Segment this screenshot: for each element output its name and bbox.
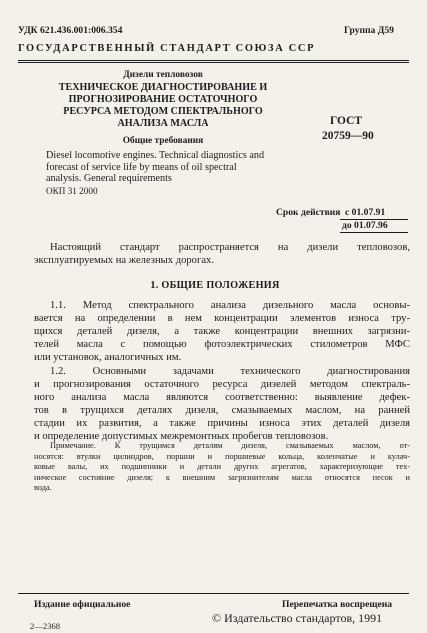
paragraph-line: ного анализа масла являются соответственно: выявление дефек-: [34, 392, 410, 404]
english-title-line: forecast of service life by means of oil spectral: [46, 161, 237, 173]
note-block: [34, 441, 410, 494]
header-rule-2: [18, 62, 409, 63]
paragraph-line: вается на определении в нем концентрации элементов износа тру-: [34, 313, 410, 325]
title-line: АНАЛИЗА МАСЛА: [117, 118, 209, 130]
header-rule: [18, 60, 409, 61]
paragraph-line: телей масла с помощью фотоэлектрических стилометров МФС: [34, 339, 410, 351]
note-line: ковые валы, их подшипники и детали других агрегатов, характеризующие тех-: [34, 462, 410, 472]
note-line: вода.: [34, 483, 52, 493]
paragraph-line: стадии их развития, а также причины износа этих деталей дизеля: [34, 418, 410, 430]
english-title-line: Diesel locomotive engines. Technical diagnostics and: [46, 150, 265, 161]
note-line: ническое состояние дизеля; к внешним загрязнителям масла относятся песок и: [34, 472, 410, 482]
paragraph-line: 1.1. Метод спектрального анализа дизельного масла основы-: [50, 300, 410, 311]
document-title: [28, 82, 298, 130]
validity-from: с 01.07.91: [345, 207, 386, 218]
udc-code: УДК 621.436.001:006.354: [18, 25, 123, 36]
document-subtitle: Общие требования: [122, 136, 204, 146]
state-standard-banner: ГОСУДАРСТВЕННЫЙ СТАНДАРТ СОЮЗА ССР: [18, 43, 316, 54]
paragraph-line: щихся деталей дизеля, а также концентрации внешних загрязни-: [34, 326, 410, 338]
print-code: 2—2368: [30, 621, 61, 631]
section-heading: 1. ОБЩИЕ ПОЛОЖЕНИЯ: [150, 280, 280, 291]
reprint-prohibited-label: Перепечатка воспрещена: [282, 599, 393, 610]
paragraph-line: или установок, аналогичных им.: [34, 352, 182, 364]
intro-line: эксплуатируемых на железных дорогах.: [34, 255, 214, 267]
paragraph-line: 1.2. Основными задачами технического диагностирования: [50, 366, 410, 377]
english-title: [46, 150, 264, 185]
standard-number: 20759—90: [322, 130, 374, 142]
validity-label: Срок действия: [276, 207, 341, 218]
intro-line: Настоящий стандарт распространяется на дизели тепловозов,: [50, 242, 410, 253]
okp-code: ОКП 31 2000: [46, 186, 98, 196]
note-line: Примечание. К трущимся деталям дизеля, смазываемых маслом, от-: [50, 441, 410, 450]
official-edition-label: Издание официальное: [34, 599, 131, 610]
paragraph-1-1: [34, 299, 410, 364]
paragraph-line: и прогнозирования остаточного ресурса дизелей методом спектраль-: [34, 379, 410, 391]
validity-to: до 01.07.96: [342, 220, 388, 231]
paragraph-1-2: [34, 365, 410, 444]
group-code: Группа Д59: [344, 25, 394, 36]
english-title-line: analysis. General requirements: [46, 173, 172, 185]
standard-label: ГОСТ: [330, 115, 363, 127]
document-category: Дизели тепловозов: [123, 70, 203, 80]
validity-underline: [340, 232, 408, 233]
note-line: носятся: втулки цилиндров, поршни и поршневые кольца, коленчатые и кулач-: [34, 451, 410, 461]
copyright-notice: © Издательство стандартов, 1991: [212, 611, 383, 625]
title-line: РЕСУРСА МЕТОДОМ СПЕКТРАЛЬНОГО: [63, 106, 263, 118]
intro-paragraph: [34, 241, 410, 267]
title-line: ТЕХНИЧЕСКОЕ ДИАГНОСТИРОВАНИЕ И: [58, 82, 268, 93]
footer-rule: [18, 593, 409, 594]
paragraph-line: тов в трущихся деталях дизеля, смазываемых маслом, на ранней: [34, 405, 410, 417]
title-line: ПРОГНОЗИРОВАНИЕ ОСТАТОЧНОГО: [68, 94, 258, 106]
paragraph-line: и определение допустимых межремонтных пробегов тепловозов.: [34, 431, 329, 443]
